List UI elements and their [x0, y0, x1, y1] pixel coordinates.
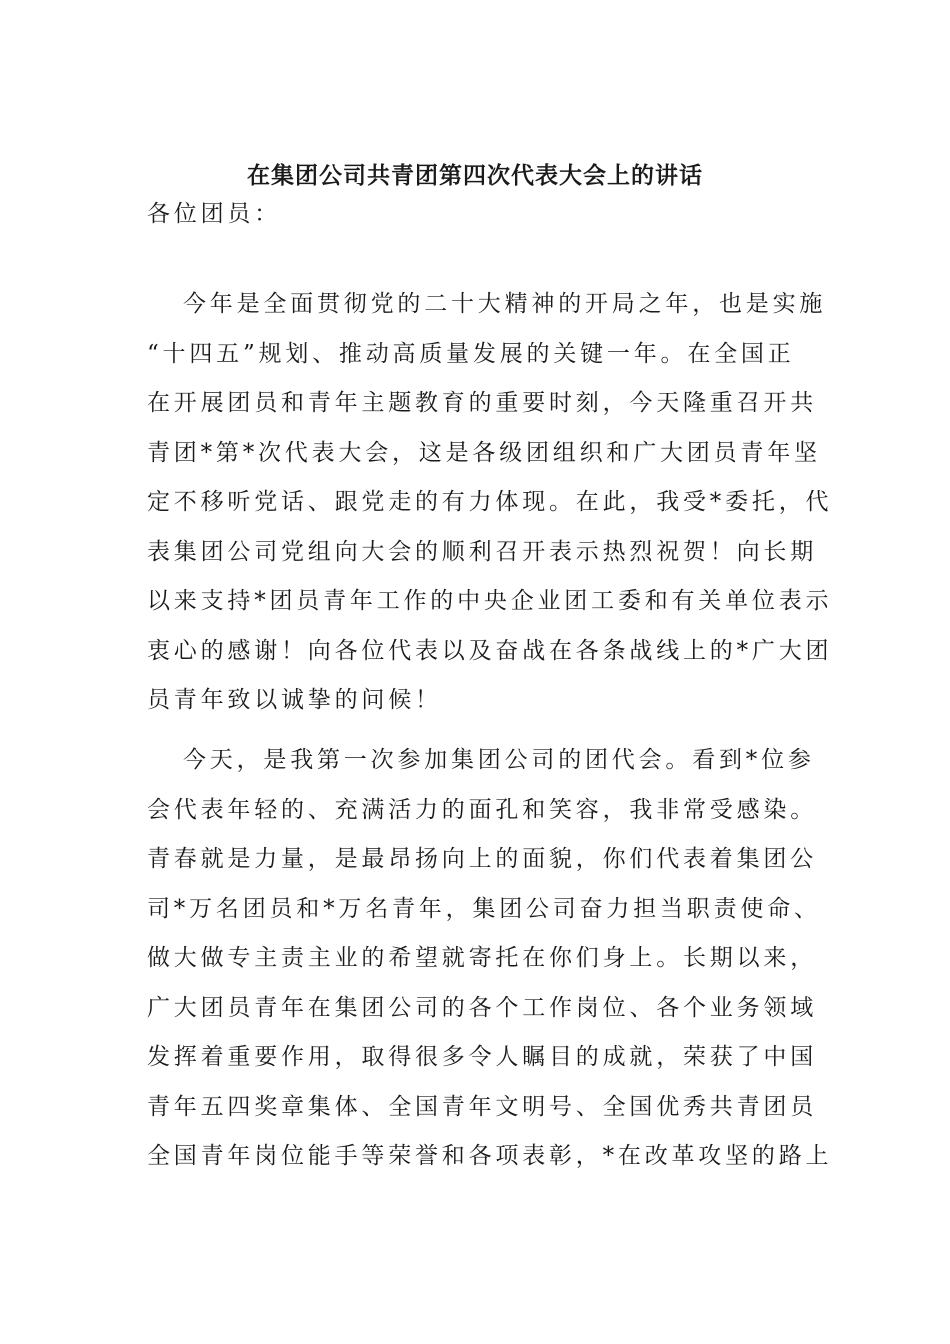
paragraph-2-line: 全国青年岗位能手等荣誉和各项表彰，*在改革攻坚的路上	[147, 1143, 833, 1169]
salutation: 各位团员：	[147, 201, 281, 227]
paragraph-1-line: 员青年致以诚挚的问候！	[147, 687, 442, 713]
paragraph-1-line: “十四五”规划、推动高质量发展的关键一年。在全国正	[147, 340, 795, 367]
paragraph-1-line: 青团*第*次代表大会，这是各级团组织和广大团员青年坚	[147, 439, 821, 466]
paragraph-1-line: 定不移听党话、跟党走的有力体现。在此，我受*委托，代	[147, 489, 833, 515]
paragraph-1-line: 在开展团员和青年主题教育的重要时刻，今天隆重召开共	[147, 390, 817, 416]
paragraph-2-line: 做大做专主责主业的希望就寄托在你们身上。长期以来，	[147, 945, 817, 971]
paragraph-2	[147, 736, 833, 1182]
paragraph-2-line: 青年五四奖章集体、全国青年文明号、全国优秀共青团员	[147, 1093, 817, 1120]
paragraph-2-line: 司*万名团员和*万名青年，集团公司奋力担当职责使命、	[147, 895, 821, 922]
paragraph-2-line: 广大团员青年在集团公司的各个工作岗位、各个业务领域	[147, 994, 817, 1021]
paragraph-1-line: 今年是全面贯彻党的二十大精神的开局之年，也是实施	[183, 291, 827, 317]
paragraph-1-line: 表集团公司党组向大会的顺利召开表示热烈祝贺！向长期	[147, 538, 817, 565]
paragraph-2-line: 会代表年轻的、充满活力的面孔和笑容，我非常受感染。	[147, 796, 817, 823]
paragraph-1-line: 衷心的感谢！向各位代表以及奋战在各条战线上的*广大团	[147, 637, 833, 664]
paragraph-2-line: 发挥着重要作用，取得很多令人瞩目的成就，荣获了中国	[147, 1044, 817, 1070]
paragraph-1	[147, 280, 833, 726]
paragraph-1-line: 以来支持*团员青年工作的中央企业团工委和有关单位表示	[147, 588, 833, 614]
paragraph-2-line: 青春就是力量，是最昂扬向上的面貌，你们代表着集团公	[147, 846, 817, 872]
paragraph-2-line: 今天，是我第一次参加集团公司的团代会。看到*位参	[183, 747, 815, 773]
document-title: 在集团公司共青团第四次代表大会上的讲话	[247, 163, 703, 189]
